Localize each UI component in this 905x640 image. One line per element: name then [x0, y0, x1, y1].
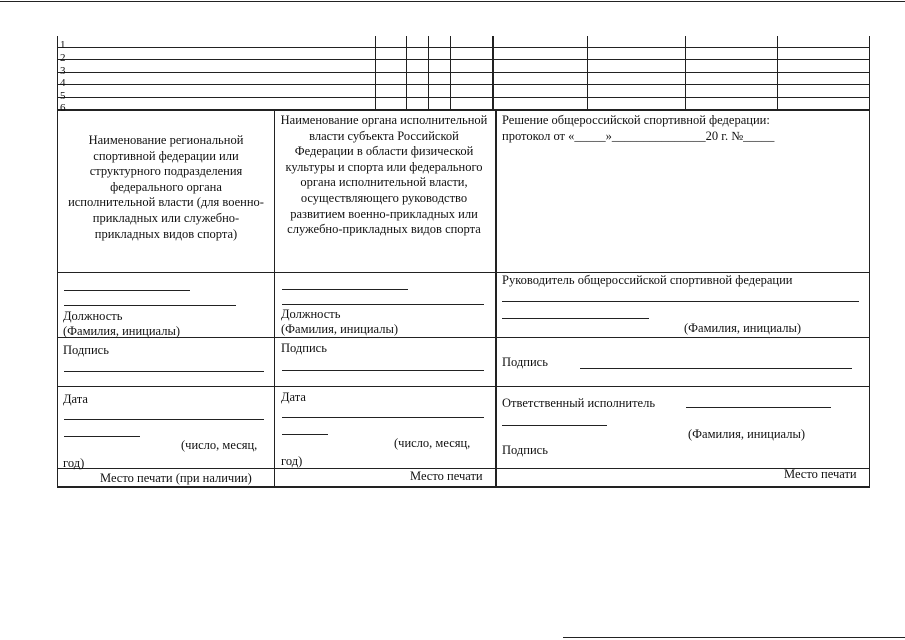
row-number: 6	[60, 102, 66, 114]
col2-position-label: Должность	[281, 307, 341, 321]
responsible-line	[686, 407, 831, 408]
federation-head-name-label: (Фамилия, инициалы)	[684, 321, 802, 335]
col1-stamp: Место печати (при наличии)	[100, 471, 252, 485]
row-line	[57, 84, 869, 85]
row-number: 5	[60, 90, 66, 102]
protocol-line: протокол от «_____»_______________20 г. №_____	[502, 129, 775, 143]
row-number: 1	[60, 39, 66, 51]
table-right-border	[869, 36, 870, 487]
responsible-label: Ответственный исполнитель	[502, 396, 656, 410]
row-line	[57, 72, 869, 73]
row-line	[57, 47, 869, 48]
col3-signature-line	[580, 368, 852, 369]
page-top-edge	[0, 1, 905, 2]
decision-title: Решение общероссийской спортивной федерации:	[502, 113, 770, 127]
federation-head-line	[502, 301, 859, 302]
col1-date-line	[64, 419, 264, 420]
page-bottom-edge	[563, 637, 905, 638]
col1-header: Наименование региональной спортивной федерации или структурного подразделения федерального органа исполнительной власти (для военно-прикладных или служебно-прикладных видов спорта)	[68, 133, 264, 241]
col2-signature-line	[282, 370, 484, 371]
col2-position-line	[282, 289, 408, 290]
col1-date-label: Дата	[63, 392, 88, 406]
col1-signature-line	[64, 371, 264, 372]
col1-position-line	[64, 290, 190, 291]
col1-signature-label: Подпись	[63, 343, 109, 357]
signature-bottom-line	[57, 386, 869, 387]
col1-date-hint: (число, месяц,	[181, 438, 258, 452]
col2-date-hint-2: год)	[281, 454, 303, 468]
col2-date-line	[282, 417, 484, 418]
col1-name-label: (Фамилия, инициалы)	[63, 324, 181, 338]
col2-position-line	[282, 304, 484, 305]
col1-date-line	[64, 436, 140, 437]
col1-position-line	[64, 305, 236, 306]
col-divider-1	[274, 110, 275, 487]
row-line	[57, 59, 869, 60]
col2-header: Наименование органа исполнительной власти субъекта Российской Федерации в области физической культуры и спорта или федерального органа исполнительной власти, осуществляющего руководство развитием военно-прикладных или служебно-прикладных видов спорта	[280, 113, 488, 237]
row-line	[57, 97, 869, 98]
col2-name-label: (Фамилия, инициалы)	[281, 322, 399, 336]
responsible-name-label: (Фамилия, инициалы)	[688, 427, 806, 441]
col2-date-line	[282, 434, 328, 435]
responsible-line	[502, 425, 607, 426]
federation-head-label: Руководитель общероссийской спортивной федерации	[502, 273, 793, 287]
col1-position-label: Должность	[63, 309, 123, 323]
federation-head-line	[502, 318, 649, 319]
col3-signature-label: Подпись	[502, 355, 548, 369]
col2-stamp: Место печати	[410, 469, 483, 483]
col-divider-2	[495, 110, 497, 487]
col2-date-hint: (число, месяц,	[394, 436, 471, 450]
row-number: 3	[60, 65, 66, 77]
col2-signature-label: Подпись	[281, 341, 327, 355]
row-line-thick	[57, 109, 869, 111]
row-number: 2	[60, 52, 66, 64]
row-number: 4	[60, 77, 66, 89]
table-left-border	[57, 36, 58, 487]
col3-stamp: Место печати	[784, 467, 857, 481]
table-bottom-border	[57, 486, 870, 488]
col2-date-label: Дата	[281, 390, 306, 404]
col3-signature-label-2: Подпись	[502, 443, 548, 457]
col1-date-hint-2: год)	[63, 456, 85, 470]
